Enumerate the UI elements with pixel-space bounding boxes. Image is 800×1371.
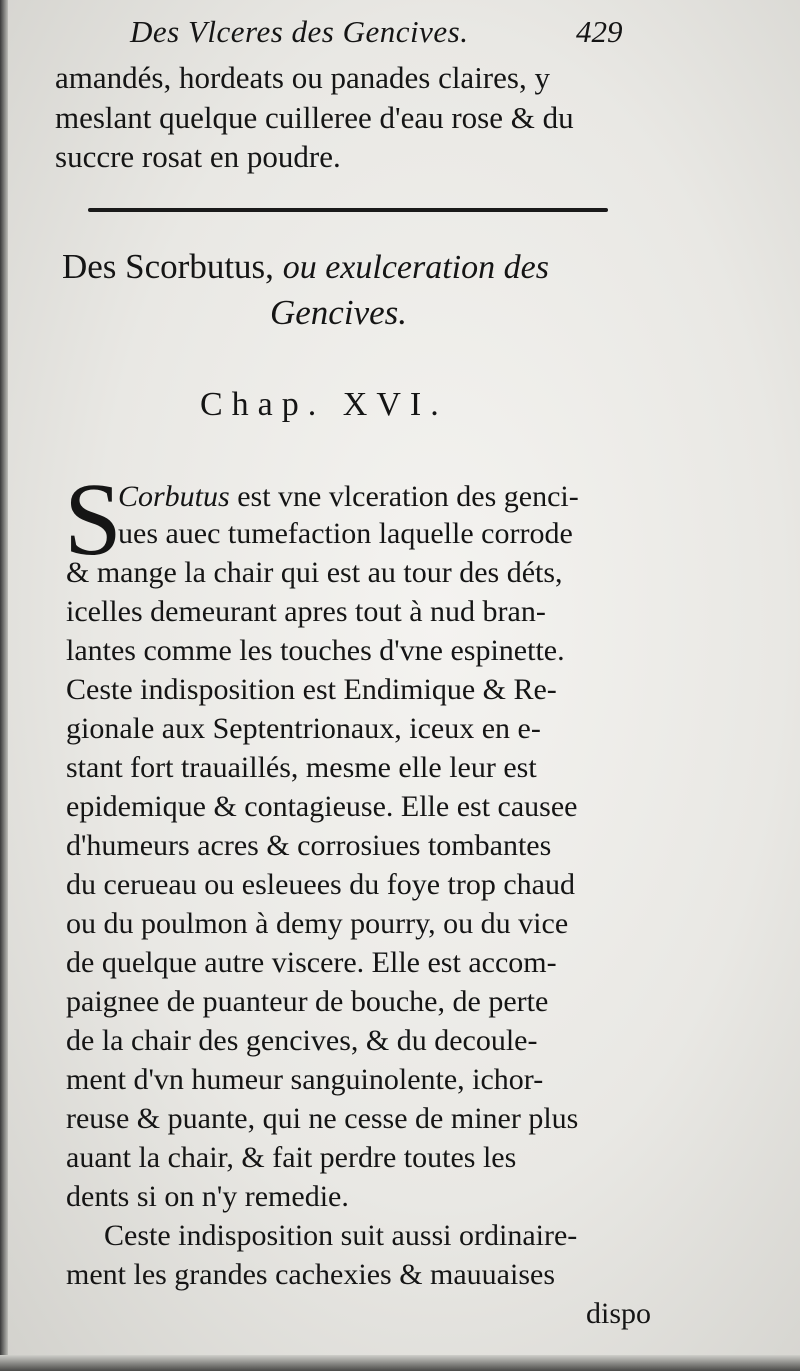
body-line: gionale aux Septentrionaux, iceux en e- [66,712,541,745]
section-title-line1 [62,247,549,287]
body-line: ou du poulmon à demy pourry, ou du vice [66,907,569,940]
body-line: Ceste indisposition suit aussi ordinaire- [104,1219,578,1252]
body-line: reuse & puante, qui ne cesse de miner plus [66,1102,579,1135]
drop-cap: S [64,462,122,577]
chapter-heading: Chap. XVI. [200,386,448,423]
section-title-part1: Des Scorbutus, [62,247,274,286]
section-title-line2: Gencives. [270,293,408,332]
body-line: ues auec tumefaction laquelle corrode [118,517,573,550]
catchword: dispo [586,1297,652,1330]
first-line-rest: est vne vlceration des genci- [237,480,579,513]
body-line: ment les grandes cachexies & mauuaises [66,1258,555,1291]
body-line: auant la chair, & fait perdre toutes les [66,1141,517,1174]
body-line: epidemique & contagieuse. Elle est causee [66,790,578,823]
body-line: lantes comme les touches d'vne espinette. [66,634,565,667]
top-text-line: succre rosat en poudre. [55,139,341,174]
body-line: du cerueau ou esleuees du foye trop chaud [66,868,575,901]
page-bottom-shadow [0,1355,800,1371]
body-first-line [118,479,579,515]
top-text-line: amandés, hordeats ou panades claires, y [55,60,550,95]
first-word: Corbutus [118,480,230,513]
body-line: ment d'vn humeur sanguinolente, ichor- [66,1063,544,1096]
page-edge-shadow [0,0,8,1371]
top-text-line: meslant quelque cuilleree d'eau rose & du [55,100,574,135]
body-line: de quelque autre viscere. Elle est accom- [66,946,557,979]
section-divider-rule [88,208,608,212]
body-line: icelles demeurant apres tout à nud bran- [66,595,546,628]
body-line: d'humeurs acres & corrosiues tombantes [66,829,552,862]
section-title-part2: ou exulceration des [282,249,549,286]
body-line: & mange la chair qui est au tour des déts, [66,556,563,589]
body-line: Ceste indisposition est Endimique & Re- [66,673,557,706]
running-head: Des Vlceres des Gencives. [130,14,469,49]
body-line: stant fort trauaillés, mesme elle leur est [66,751,537,784]
body-line: dents si on n'y remedie. [66,1180,349,1213]
page-number: 429 [576,14,623,49]
body-line: de la chair des gencives, & du decoule- [66,1024,538,1057]
body-line: paignee de puanteur de bouche, de perte [66,985,549,1018]
